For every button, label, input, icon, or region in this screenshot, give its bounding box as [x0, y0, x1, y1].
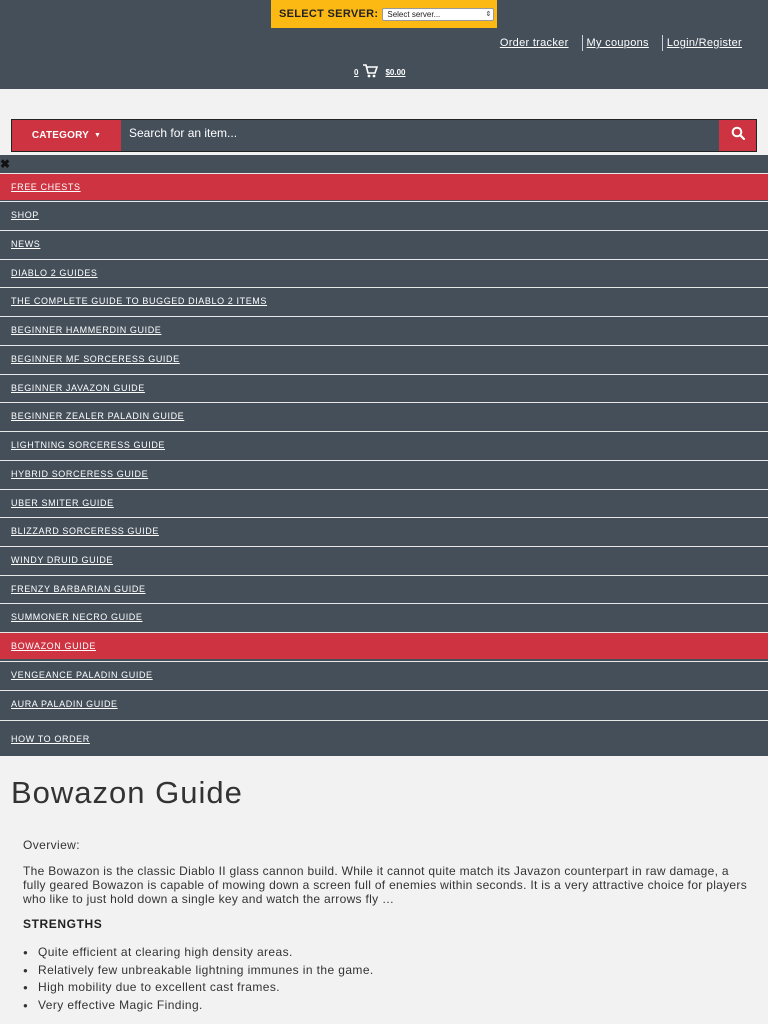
select-arrows-icon: ⇕ [485, 11, 492, 18]
cart-total: $0.00 [385, 67, 406, 77]
nav-item-shop[interactable]: SHOP [0, 201, 768, 228]
cart-icon [363, 64, 378, 80]
search-icon [731, 126, 745, 145]
strengths-list [23, 944, 374, 1014]
my-coupons-link[interactable]: My coupons [586, 37, 649, 49]
account-links [500, 35, 742, 51]
nav-item-lightning-sorceress-guide[interactable]: LIGHTNING SORCERESS GUIDE [0, 431, 768, 458]
strengths-heading: STRENGTHS [23, 917, 103, 931]
nav-item-aura-paladin-guide[interactable]: AURA PALADIN GUIDE [0, 690, 768, 717]
nav-item-summoner-necro-guide[interactable]: SUMMONER NECRO GUIDE [0, 603, 768, 630]
side-menu [0, 155, 768, 756]
category-label: CATEGORY [31, 130, 90, 141]
bullet-icon: ● [23, 948, 29, 957]
nav-item-diablo-2-guides[interactable]: DIABLO 2 GUIDES [0, 259, 768, 286]
nav-item-how-to-order[interactable]: HOW TO ORDER [0, 720, 768, 756]
bullet-icon: ● [23, 983, 29, 992]
list-item: ● Very effective Magic Finding. [23, 997, 374, 1015]
search-input[interactable]: Search for an item... [121, 120, 719, 151]
nav-item-news[interactable]: NEWS [0, 230, 768, 257]
nav-item-zealer-guide[interactable]: BEGINNER ZEALER PALADIN GUIDE [0, 402, 768, 429]
server-selector-box [271, 0, 497, 28]
overview-paragraph: The Bowazon is the classic Diablo II glass cannon build. While it cannot quite match its Javazon counterpart in raw damage, a fully geared Bowazon is capable of mowing down a screen full of enemies within seconds. It is a very attractive choice for players who like to just hold down a single key and watch the arrows fly … [23, 864, 748, 906]
nav-item-javazon-guide[interactable]: BEGINNER JAVAZON GUIDE [0, 374, 768, 401]
list-item: ● Quite efficient at clearing high density areas. [23, 944, 374, 962]
nav-item-blizzard-sorceress-guide[interactable]: BLIZZARD SORCERESS GUIDE [0, 517, 768, 544]
close-menu-icon[interactable]: ✖ [0, 157, 11, 171]
nav-item-vengeance-paladin-guide[interactable]: VENGEANCE PALADIN GUIDE [0, 661, 768, 688]
nav-item-windy-druid-guide[interactable]: WINDY DRUID GUIDE [0, 546, 768, 573]
server-select[interactable] [382, 8, 494, 21]
nav-item-mf-sorceress-guide[interactable]: BEGINNER MF SORCERESS GUIDE [0, 345, 768, 372]
server-select-value: Select server... [387, 9, 441, 19]
nav-item-hybrid-sorceress-guide[interactable]: HYBRID SORCERESS GUIDE [0, 460, 768, 487]
server-label: SELECT SERVER: [279, 8, 379, 20]
cart-count: 0 [354, 67, 359, 77]
overview-label: Overview: [23, 838, 80, 852]
cart-summary[interactable] [354, 64, 405, 80]
search-button[interactable] [719, 120, 756, 151]
nav-item-uber-smiter-guide[interactable]: UBER SMITER GUIDE [0, 489, 768, 516]
order-tracker-link[interactable]: Order tracker [499, 37, 569, 49]
nav-item-free-chests[interactable]: FREE CHESTS [0, 173, 768, 200]
nav-item-hammerdin-guide[interactable]: BEGINNER HAMMERDIN GUIDE [0, 316, 768, 343]
bullet-icon: ● [23, 965, 29, 975]
page-title: Bowazon Guide [11, 775, 243, 810]
link-divider [582, 35, 583, 51]
nav-item-bowazon-guide[interactable]: BOWAZON GUIDE [0, 632, 768, 659]
nav-item-frenzy-barbarian-guide[interactable]: FRENZY BARBARIAN GUIDE [0, 575, 768, 602]
search-bar [11, 119, 757, 152]
article [0, 756, 768, 1024]
list-item: ● High mobility due to excellent cast frames. [23, 979, 374, 997]
link-divider [662, 35, 663, 51]
login-register-link[interactable]: Login/Register [666, 37, 742, 49]
list-item: ● Relatively few unbreakable lightning immunes in the game. [23, 962, 374, 980]
bullet-icon: ● [23, 1000, 29, 1010]
caret-down-icon: ▼ [94, 132, 102, 139]
top-header [0, 0, 768, 89]
nav-item-bugged-items-guide[interactable]: THE COMPLETE GUIDE TO BUGGED DIABLO 2 ITEMS [0, 287, 768, 314]
category-dropdown-button[interactable] [12, 120, 121, 151]
